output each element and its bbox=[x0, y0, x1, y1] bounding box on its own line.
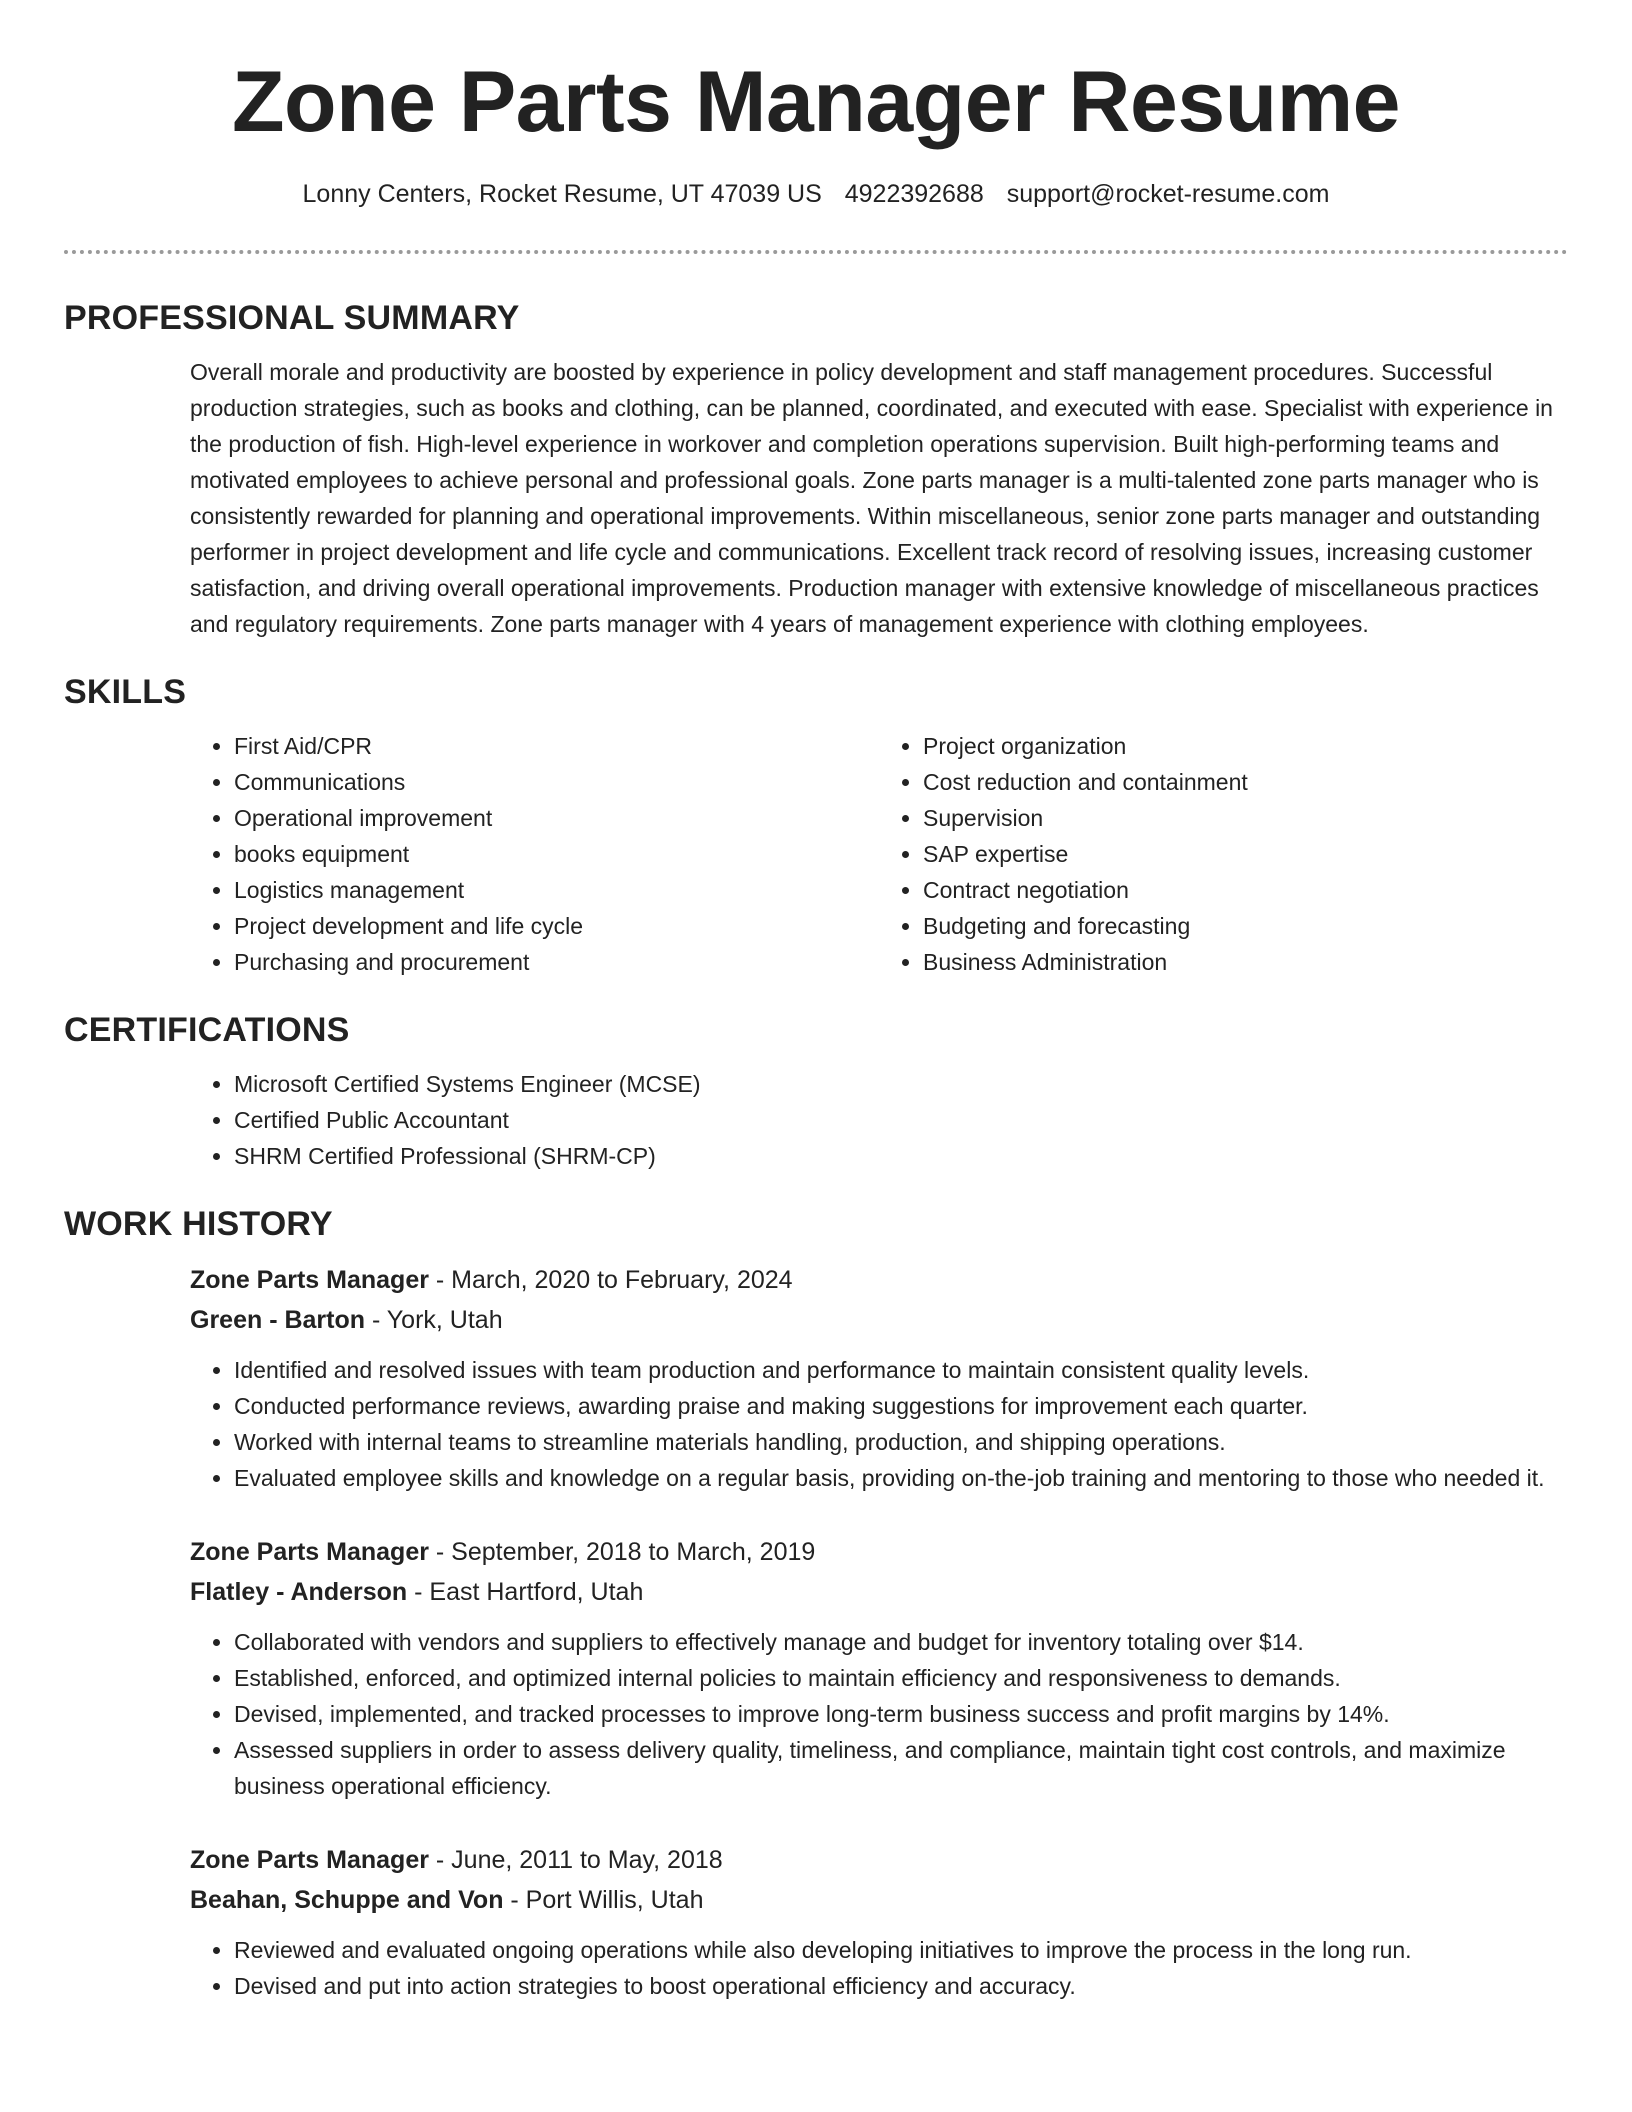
skill-item: • Project organization bbox=[923, 728, 1568, 764]
job-company-line bbox=[190, 1880, 1568, 1920]
certification-item: • SHRM Certified Professional (SHRM-CP) bbox=[234, 1138, 1568, 1174]
job-entry bbox=[190, 1532, 1568, 1804]
job-bullet: • Assessed suppliers in order to assess delivery quality, timeliness, and compliance, maintain tight cost controls, and maximize business operational efficiency. bbox=[234, 1732, 1568, 1804]
certification-item: • Microsoft Certified Systems Engineer (MCSE) bbox=[234, 1066, 1568, 1102]
job-dates: - September, 2018 to March, 2019 bbox=[428, 1538, 816, 1566]
job-bullet: • Evaluated employee skills and knowledge on a regular basis, providing on-the-job training and mentoring to those who needed it. bbox=[234, 1460, 1568, 1496]
section-title-summary: PROFESSIONAL SUMMARY bbox=[64, 299, 520, 337]
job-title-line bbox=[190, 1840, 1568, 1880]
skill-item: • Business Administration bbox=[923, 944, 1568, 980]
job-company: Flatley - Anderson bbox=[190, 1578, 408, 1606]
job-bullet: • Reviewed and evaluated ongoing operations while also developing initiatives to improve the process in the long run. bbox=[234, 1932, 1568, 1968]
job-entry bbox=[190, 1840, 1568, 2004]
skill-item: • Operational improvement bbox=[234, 800, 879, 836]
skill-item: • Project development and life cycle bbox=[234, 908, 879, 944]
job-bullet: • Identified and resolved issues with team production and performance to maintain consistent quality levels. bbox=[234, 1352, 1568, 1388]
job-location: - York, Utah bbox=[365, 1306, 503, 1334]
header-divider bbox=[64, 250, 1568, 254]
job-role: Zone Parts Manager bbox=[190, 1266, 429, 1294]
job-location: - East Hartford, Utah bbox=[407, 1578, 644, 1606]
skill-item: • SAP expertise bbox=[923, 836, 1568, 872]
summary-text: Overall morale and productivity are boosted by experience in policy development and staff management procedures. Successful production strategies, such as books and clothing, can be planned, coordinated, and executed with ease. Specialist with experience in the production of fish. High-level experience in workover and completion operations supervision. Built high-performing teams and motivated employees to achieve personal and professional goals. Zone parts manager is a multi-talented zone parts manager who is consistently rewarded for planning and operational improvements. Within miscellaneous, senior zone parts manager and outstanding performer in project development and life cycle and communications. Excellent track record of resolving issues, increasing customer satisfaction, and driving overall operational improvements. Production manager with extensive knowledge of miscellaneous practices and regulatory requirements. Zone parts manager with 4 years of management experience with clothing employees. bbox=[190, 359, 1553, 637]
skills-list-right bbox=[879, 728, 1568, 980]
job-entry bbox=[190, 1260, 1568, 1496]
job-bullets bbox=[190, 1932, 1568, 2004]
contact-email: support@rocket-resume.com bbox=[1006, 180, 1330, 208]
certification-item: • Certified Public Accountant bbox=[234, 1102, 1568, 1138]
skills-columns bbox=[190, 728, 1568, 980]
section-title-skills: SKILLS bbox=[64, 673, 187, 711]
contact-line bbox=[64, 178, 1568, 210]
skills-section bbox=[64, 670, 1568, 980]
skill-item: • First Aid/CPR bbox=[234, 728, 879, 764]
job-role: Zone Parts Manager bbox=[190, 1846, 429, 1874]
resume-content bbox=[64, 296, 1568, 2040]
skill-item: • Cost reduction and containment bbox=[923, 764, 1568, 800]
job-bullet: • Established, enforced, and optimized internal policies to maintain efficiency and responsiveness to demands. bbox=[234, 1660, 1568, 1696]
skill-item: • Supervision bbox=[923, 800, 1568, 836]
job-bullets bbox=[190, 1352, 1568, 1496]
skill-item: • Budgeting and forecasting bbox=[923, 908, 1568, 944]
certifications-list bbox=[190, 1066, 1568, 1174]
job-title-line bbox=[190, 1260, 1568, 1300]
job-company-line bbox=[190, 1572, 1568, 1612]
skill-item: • Contract negotiation bbox=[923, 872, 1568, 908]
job-location: - Port Willis, Utah bbox=[503, 1886, 704, 1914]
job-bullets bbox=[190, 1624, 1568, 1804]
contact-phone: 4922392688 bbox=[844, 180, 984, 208]
job-bullet: • Devised and put into action strategies to boost operational efficiency and accuracy. bbox=[234, 1968, 1568, 2004]
job-bullet: • Conducted performance reviews, awarding praise and making suggestions for improvement each quarter. bbox=[234, 1388, 1568, 1424]
section-title-certifications: CERTIFICATIONS bbox=[64, 1011, 350, 1049]
job-company: Green - Barton bbox=[190, 1306, 366, 1334]
job-title-line bbox=[190, 1532, 1568, 1572]
job-company: Beahan, Schuppe and Von bbox=[190, 1886, 504, 1914]
skill-item: • Purchasing and procurement bbox=[234, 944, 879, 980]
professional-summary-section bbox=[64, 296, 1568, 642]
section-title-work-history: WORK HISTORY bbox=[64, 1205, 333, 1243]
job-dates: - June, 2011 to May, 2018 bbox=[428, 1846, 723, 1874]
job-bullet: • Devised, implemented, and tracked processes to improve long-term business success and profit margins by 14%. bbox=[234, 1696, 1568, 1732]
job-role: Zone Parts Manager bbox=[190, 1538, 429, 1566]
resume-title: Zone Parts Manager Resume bbox=[232, 54, 1400, 150]
contact-address: Lonny Centers, Rocket Resume, UT 47039 US bbox=[302, 180, 822, 208]
job-dates: - March, 2020 to February, 2024 bbox=[428, 1266, 793, 1294]
skill-item: • Logistics management bbox=[234, 872, 879, 908]
skill-item: • Communications bbox=[234, 764, 879, 800]
job-bullet: • Worked with internal teams to streamline materials handling, production, and shipping operations. bbox=[234, 1424, 1568, 1460]
skill-item: • books equipment bbox=[234, 836, 879, 872]
resume-header bbox=[64, 52, 1568, 210]
certifications-section bbox=[64, 1008, 1568, 1174]
job-bullet: • Collaborated with vendors and suppliers to effectively manage and budget for inventory totaling over $14. bbox=[234, 1624, 1568, 1660]
job-company-line bbox=[190, 1300, 1568, 1340]
skills-list-left bbox=[190, 728, 879, 980]
work-history-section bbox=[64, 1202, 1568, 2004]
